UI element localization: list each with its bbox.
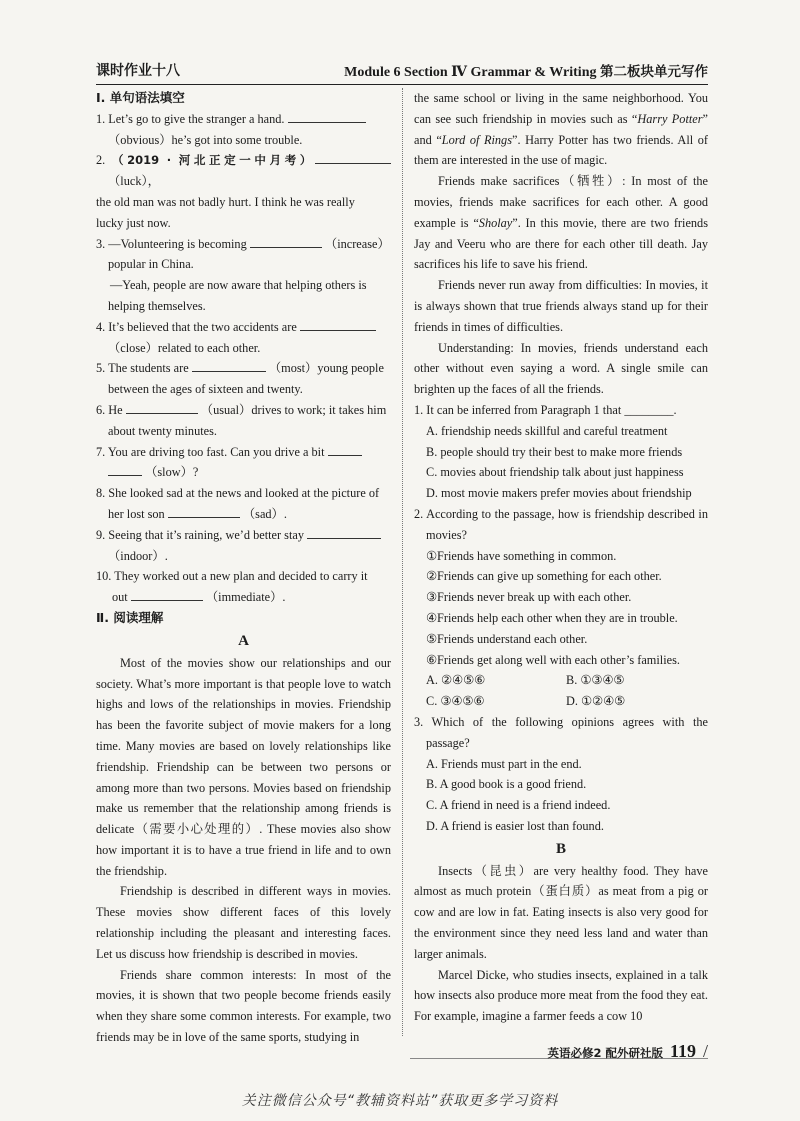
answer-blank[interactable] [328, 442, 362, 456]
question-2-cont: the old man was not badly hurt. I think he was really [96, 194, 355, 209]
header-module-en: Module 6 Section Ⅳ Grammar & Writing [344, 65, 597, 80]
question-text: 3. —Volunteering is becoming [96, 236, 247, 251]
question-text: 7. You are driving too fast. Can you drive a bit [96, 444, 325, 459]
rq3-option-a[interactable]: A. Friends must part in the end. [426, 756, 582, 771]
question-6 [96, 400, 391, 421]
rq2-statement-5: ⑤Friends understand each other. [426, 631, 588, 646]
question-5-cont: between the ages of sixteen and twenty. [108, 382, 303, 397]
question-9 [96, 525, 391, 546]
question-text: 5. The students are [96, 361, 189, 376]
answer-blank[interactable] [307, 525, 381, 539]
text: ”. Harry Potter has two friends. All of them are interested in the use of magic. [414, 132, 708, 168]
header-module-title [344, 60, 708, 81]
question-3-reply: —Yeah, people are now aware that helping others is [110, 278, 367, 293]
question-text: 9. Seeing that it’s raining, we’d better stay [96, 527, 304, 542]
left-column [96, 88, 391, 1048]
passage-b-paragraph-1: Insects（昆虫）are very healthy food. They have almost as much protein（蛋白质）as meat from a pig or cow and are low in fat. Eating insects is also very good for the environment since they need less land and water than larger animals. [414, 863, 708, 961]
rq2-statement-3: ③Friends never break up with each other. [426, 590, 632, 605]
question-hint: （usual）drives to work; it takes him [200, 402, 387, 417]
answer-blank[interactable] [131, 587, 203, 601]
rq2-option-d[interactable]: D. ①②④⑤ [566, 694, 626, 709]
question-9-cont: （indoor）. [108, 548, 168, 563]
reading-question-2: 2. According to the passage, how is friendship described in movies? [414, 506, 708, 542]
rq3-option-b[interactable]: B. A good book is a good friend. [426, 777, 587, 792]
rq2-statement-2: ②Friends can give up something for each other. [426, 569, 662, 584]
passage-a-paragraph-5: Friends never run away from difficulties: In movies, it is always shown that true friends always stand up for their friends in times of difficulties. [414, 278, 708, 334]
question-8-cont [96, 504, 391, 525]
movie-title: Lord of Rings [441, 132, 512, 147]
right-column [414, 88, 708, 1027]
answer-blank[interactable] [288, 109, 366, 123]
rq1-option-a[interactable]: A. friendship needs skillful and careful treatment [426, 423, 668, 438]
passage-a-paragraph-3-cont [414, 88, 708, 171]
footer-slash: / [702, 1041, 708, 1061]
text: ” and “ [414, 111, 708, 147]
passage-a-paragraph-3: Friends share common interests: In most of the movies, it is shown that two people become friends easily when they share some common interests. For example, two friends may be in love of the same sports, studying in [96, 967, 391, 1045]
page-footer [547, 1041, 708, 1062]
question-6-cont: about twenty minutes. [108, 423, 217, 438]
question-3 [96, 234, 391, 255]
question-10: 10. They worked out a new plan and decided to carry it [96, 569, 368, 584]
rq2-option-c[interactable]: C. ③④⑤⑥ [426, 694, 485, 709]
answer-blank[interactable] [126, 400, 198, 414]
question-text: out [112, 590, 128, 605]
rq2-option-a[interactable]: A. ②④⑤⑥ [426, 673, 486, 688]
section-reading-title: Ⅱ. 阅读理解 [96, 609, 164, 625]
question-3-reply-cont: helping themselves. [108, 298, 206, 313]
question-text: 1. Let’s go to give the stranger a hand. [96, 111, 285, 126]
question-text: 6. He [96, 402, 123, 417]
question-7-cont [96, 462, 391, 483]
rq1-option-c[interactable]: C. movies about friendship talk about just happiness [426, 465, 684, 480]
answer-blank[interactable] [168, 504, 240, 518]
answer-blank[interactable] [192, 358, 266, 372]
rq2-option-b[interactable]: B. ①③④⑤ [566, 673, 625, 688]
question-3-cont: popular in China. [108, 257, 194, 272]
column-divider [402, 88, 403, 1036]
question-4-cont: （close）related to each other. [108, 340, 261, 355]
text: Friends make sacrifices（牺牲）: In most of the movies, friends make sacrifices for each other. A good example is “ [414, 174, 708, 230]
bottom-handwritten-note: 关注微信公众号“教辅资料站”获取更多学习资料 [241, 1093, 559, 1109]
footer-book-title: 英语必修2 配外研社版 [547, 1046, 663, 1060]
reading-question-1: 1. It can be inferred from Paragraph 1 that ________. [414, 402, 677, 417]
question-hint: （most）young people [268, 361, 384, 376]
passage-a-label: A [238, 632, 249, 649]
answer-blank[interactable] [108, 462, 142, 476]
question-2: 2. （2019 · 河北正定一中月考）（luck）， [96, 150, 391, 192]
question-hint: （slow）? [145, 465, 199, 480]
question-10-cont [96, 587, 391, 608]
question-hint: （increase） [324, 236, 390, 251]
text: the same school or living in the same neighborhood. You can see such friendship in movies such as “ [414, 91, 708, 126]
text: ”. In this movie, there are two friends Jay and Veeru who are there for each other till death. Jay sacrifices his life to save his friend. [414, 215, 708, 272]
question-1 [96, 109, 391, 130]
question-7 [96, 442, 391, 463]
rq1-option-d[interactable]: D. most movie makers prefer movies about friendship [426, 486, 692, 501]
rq2-statement-6: ⑥Friends get along well with each other’s families. [426, 652, 680, 667]
question-8: 8. She looked sad at the news and looked at the picture of [96, 486, 380, 501]
question-hint: （immediate）. [205, 590, 286, 605]
question-hint: （luck）， [108, 174, 160, 189]
rq2-options-row-1 [414, 670, 708, 691]
question-source: （2019 · 河北正定一中月考） [111, 153, 315, 168]
passage-b-label: B [555, 840, 566, 857]
section-grammar-title: Ⅰ. 单句语法填空 [96, 90, 185, 105]
page-header [96, 60, 708, 82]
rq1-option-b[interactable]: B. people should try their best to make more friends [426, 444, 683, 459]
passage-a-paragraph-6: Understanding: In movies, friends understand each other without even saying a word. A single smile can brighten up the faces of all the friends. [414, 340, 708, 397]
passage-a-paragraph-1: Most of the movies show our relationships and our society. What’s more important is that people love to watch highs and lows of the relationships in movies. Friendship has been the favorite subject of movie makers for a long time. Many movies are based on lovely relationships like friendship. Friendship can be between two persons or among more than two persons. Movies based on friendship make us remember that the relationship among friends is delicate（需要小心处理的）. These movies also show how important it is to have a true friend in life and to own the friendship. [96, 655, 391, 878]
answer-blank[interactable] [315, 150, 391, 164]
question-2-cont2: lucky just now. [96, 215, 171, 230]
question-1-cont: （obvious）he’s got into some trouble. [108, 132, 303, 147]
rq2-statement-1: ①Friends have something in common. [426, 548, 617, 563]
question-text: her lost son [108, 506, 165, 521]
header-module-cn: 第二板块单元写作 [600, 64, 708, 80]
page-number: 119 [669, 1041, 696, 1061]
header-lesson-title: 课时作业十八 [96, 63, 180, 79]
question-text: 4. It’s believed that the two accidents are [96, 319, 297, 334]
rq2-options-row-2 [414, 691, 708, 712]
rq3-option-d[interactable]: D. A friend is easier lost than found. [426, 818, 604, 833]
passage-a-paragraph-2: Friendship is described in different ways in movies. These movies show different faces of this lovely relationship including the pleasant and interesting faces. Let us discuss how friendship is described in movies. [96, 884, 391, 961]
question-4 [96, 317, 391, 338]
answer-blank[interactable] [250, 234, 322, 248]
question-hint: （sad）. [242, 506, 287, 521]
movie-title: Harry Potter [637, 111, 703, 126]
passage-a-paragraph-4 [414, 171, 708, 275]
question-5 [96, 358, 391, 379]
rq2-statement-4: ④Friends help each other when they are in trouble. [426, 610, 678, 625]
reading-question-3: 3. Which of the following opinions agrees with the passage? [414, 714, 708, 750]
movie-title: Sholay [478, 215, 513, 230]
passage-b-paragraph-2: Marcel Dicke, who studies insects, explained in a talk how insects also produce more meat from the food they eat. For example, imagine a farmer feeds a cow 10 [414, 967, 709, 1024]
rq3-option-c[interactable]: C. A friend in need is a friend indeed. [426, 798, 611, 813]
header-divider [96, 84, 708, 85]
answer-blank[interactable] [300, 317, 376, 331]
